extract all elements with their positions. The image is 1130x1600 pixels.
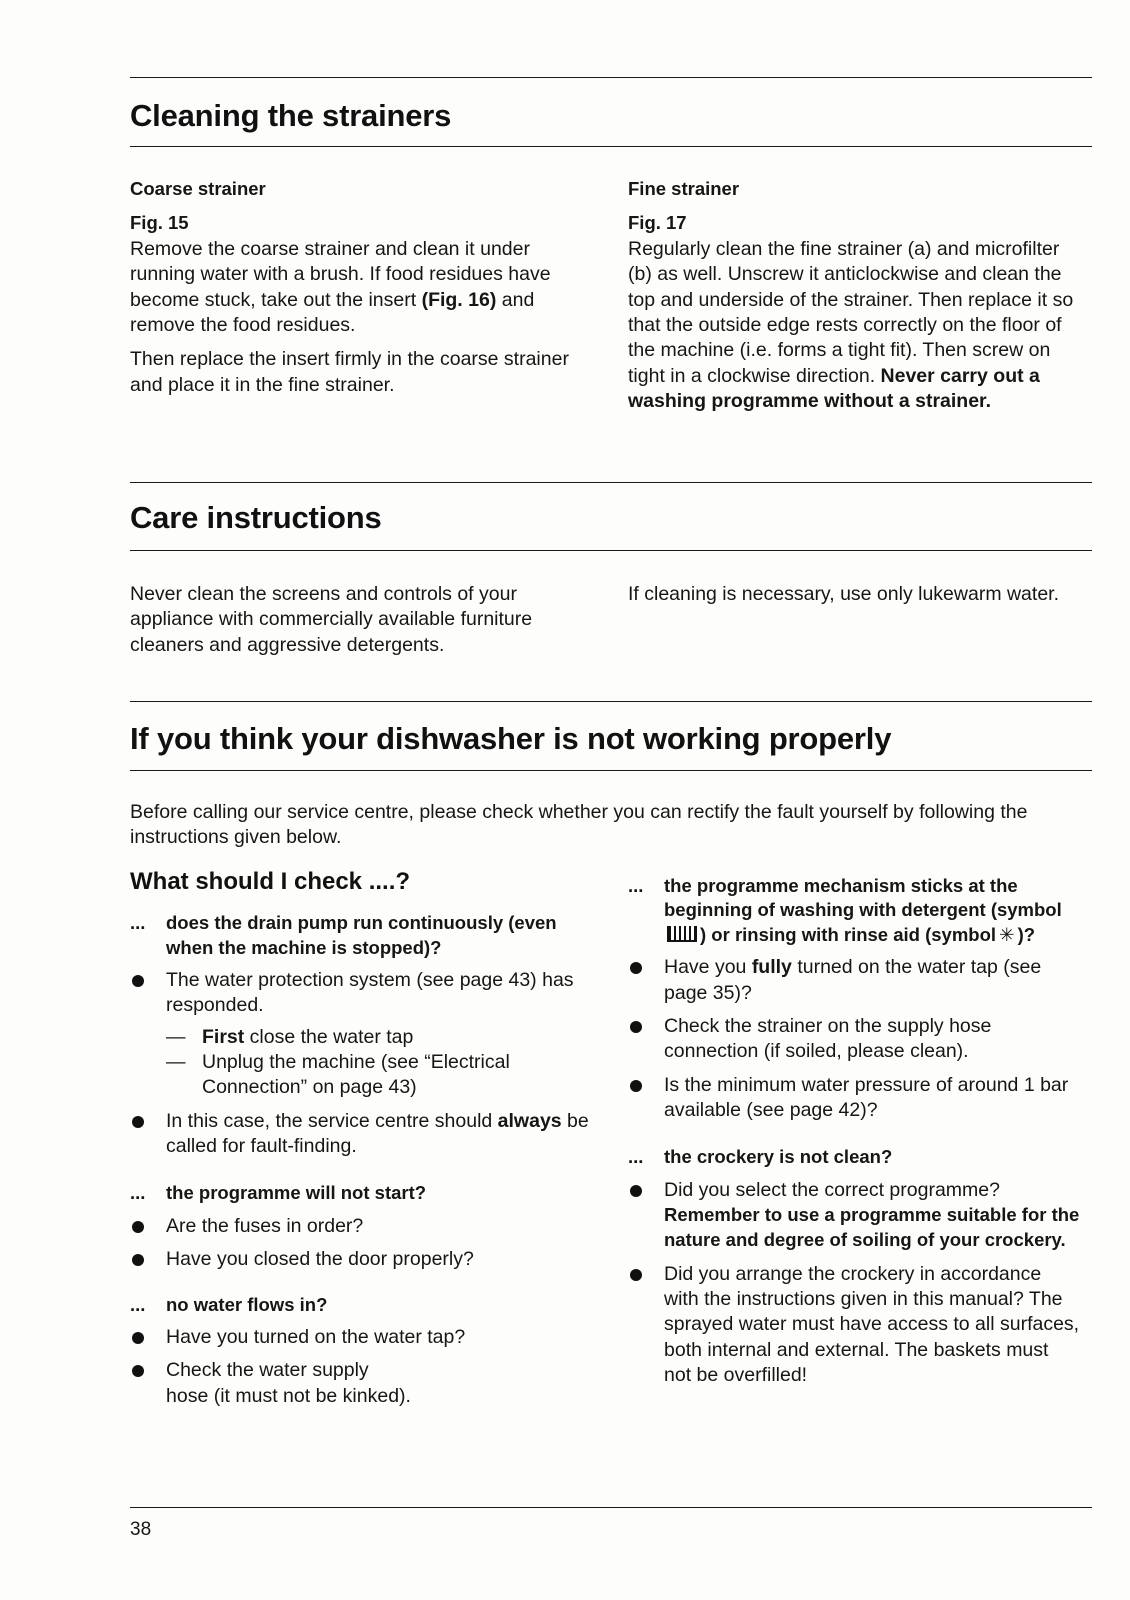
list-item-text: turned on the water tap (see page 35)? bbox=[664, 956, 1042, 1004]
list-item-text: In this case, the service centre should bbox=[166, 1109, 498, 1132]
section-title-troubleshooting: If you think your dishwasher is not working properly bbox=[130, 721, 892, 756]
dash-item-bold: First bbox=[202, 1025, 245, 1048]
question-drain-pump bbox=[130, 911, 590, 960]
question-text: the crockery is not clean? bbox=[664, 1146, 893, 1168]
list-item bbox=[130, 1214, 590, 1239]
coarse-strainer-heading: Coarse strainer bbox=[130, 178, 266, 199]
bullet-icon bbox=[630, 1185, 642, 1197]
dash-item-text: close the water tap bbox=[244, 1025, 414, 1048]
detergent-symbol-icon bbox=[667, 926, 697, 942]
care-top-rule bbox=[130, 482, 1092, 483]
top-rule bbox=[130, 77, 1092, 78]
list-item bbox=[628, 1073, 1080, 1124]
what-should-i-check-heading: What should I check ....? bbox=[130, 868, 411, 895]
list-item-text: Have you closed the door properly? bbox=[166, 1248, 474, 1271]
question-dots: ... bbox=[130, 912, 146, 934]
care-left-text: Never clean the screens and controls of your appliance with commercially available furniture cleaners and aggressive detergents. bbox=[130, 583, 533, 656]
coarse-strainer-column bbox=[130, 177, 600, 407]
fig-17-label: Fig. 17 bbox=[628, 212, 687, 234]
dash-item bbox=[166, 1025, 590, 1050]
bullet-icon bbox=[132, 1254, 144, 1266]
check-right-column bbox=[628, 874, 1080, 1388]
bullet-icon bbox=[132, 1116, 144, 1128]
fig-15-label: Fig. 15 bbox=[130, 212, 189, 234]
list-item-text: Did you arrange the crockery in accordance with the instructions given in this manual? The sprayed water must have access to all surfaces, both internal and external. The baskets must not be overfilled! bbox=[664, 1262, 1080, 1387]
question-programme-not-start bbox=[130, 1181, 590, 1205]
troubleshooting-title-rule bbox=[130, 770, 1092, 771]
list-item bbox=[628, 1262, 1080, 1389]
question-text: the programme mechanism sticks at the beginning of washing with detergent (symbol bbox=[664, 875, 1062, 921]
fine-warning: Never carry out a washing programme without a strainer. bbox=[628, 364, 1040, 413]
rinse-aid-symbol-icon: ✳ bbox=[999, 923, 1015, 945]
question-dots: ... bbox=[628, 1146, 644, 1168]
care-title-rule bbox=[130, 550, 1092, 551]
bullet-icon bbox=[132, 1332, 144, 1344]
list-item-text: Check the strainer on the supply hose connection (if soiled, please clean). bbox=[664, 1014, 992, 1063]
list-item bbox=[130, 1109, 590, 1160]
list-item-text: Have you turned on the water tap? bbox=[166, 1325, 466, 1348]
list-item bbox=[628, 955, 1080, 1006]
list-item bbox=[130, 968, 590, 1019]
fine-strainer-paragraph bbox=[628, 237, 1083, 414]
list-item bbox=[130, 1325, 590, 1350]
section-title-rule bbox=[130, 146, 1092, 147]
question-drain-pump-text: does the drain pump run continuously (even when the machine is stopped)? bbox=[166, 912, 557, 958]
list-item-text: Is the minimum water pressure of around 1 bar available (see page 42)? bbox=[664, 1073, 1069, 1121]
dash-icon: — bbox=[166, 1025, 186, 1048]
coarse-text-1: Remove the coarse strainer and clean it under running water with a brush. If food residues have become stuck, take out the insert bbox=[130, 238, 551, 311]
footer-rule bbox=[130, 1507, 1092, 1508]
question-dots: ... bbox=[130, 1293, 146, 1315]
question-dots: ... bbox=[130, 1182, 146, 1204]
list-item-text: The water protection system (see page 43) has responded. bbox=[166, 969, 574, 1017]
fig-16-ref: (Fig. 16) bbox=[421, 288, 497, 311]
dash-item-text: Unplug the machine (see “Electrical Connection” on page 43) bbox=[202, 1051, 510, 1099]
section-title-care-instructions: Care instructions bbox=[130, 500, 382, 535]
dash-icon: — bbox=[166, 1051, 186, 1074]
bullet-icon bbox=[630, 962, 642, 974]
question-dots: ... bbox=[628, 875, 644, 896]
list-item-bold: Remember to use a programme suitable for the nature and degree of soiling of your crockery. bbox=[664, 1204, 1080, 1251]
question-text: no water flows in? bbox=[166, 1293, 328, 1315]
question-text: ) or rinsing with rinse aid (symbol bbox=[700, 923, 997, 945]
dash-item bbox=[166, 1050, 590, 1101]
list-item-bold: always bbox=[497, 1109, 562, 1132]
coarse-strainer-paragraph-1 bbox=[130, 237, 600, 338]
bullet-icon bbox=[132, 975, 144, 987]
list-item bbox=[628, 1178, 1080, 1254]
care-right-text: If cleaning is necessary, use only lukewarm water. bbox=[628, 583, 1059, 605]
bullet-icon bbox=[630, 1269, 642, 1281]
bullet-icon bbox=[630, 1021, 642, 1033]
troubleshooting-intro: Before calling our service centre, please check whether you can rectify the fault yourself by following the instructions given below. bbox=[130, 801, 1028, 849]
list-item-text: Are the fuses in order? bbox=[166, 1214, 364, 1237]
fine-strainer-column bbox=[628, 177, 1083, 415]
fine-text: Regularly clean the fine strainer (a) and microfilter (b) as well. Unscrew it anticlockwise and clean the top and underside of the strainer. Then replace it so that the outside edge rests correctly on the floor of the machine (i.e. forms a tight fit). Then screw on tight in a clockwise direction. bbox=[628, 238, 1074, 387]
page-number: 38 bbox=[130, 1519, 152, 1540]
bullet-icon bbox=[630, 1080, 642, 1092]
bullet-icon bbox=[132, 1221, 144, 1233]
list-item-text: Check the water supply hose (it must not be kinked). bbox=[166, 1359, 411, 1407]
question-text: )? bbox=[1017, 923, 1036, 945]
list-item bbox=[130, 1247, 590, 1272]
troubleshooting-top-rule bbox=[130, 701, 1092, 702]
list-item-bold: fully bbox=[751, 956, 792, 979]
bullet-icon bbox=[132, 1365, 144, 1377]
fine-strainer-heading: Fine strainer bbox=[628, 178, 740, 199]
question-crockery-not-clean bbox=[628, 1145, 1080, 1169]
question-programme-sticks bbox=[628, 874, 1080, 947]
check-left-column bbox=[130, 866, 590, 1409]
section-title-cleaning-strainers: Cleaning the strainers bbox=[130, 98, 452, 133]
list-item-text: Have you bbox=[664, 956, 752, 979]
list-item-text: be called for fault-finding. bbox=[166, 1109, 589, 1158]
coarse-strainer-paragraph-2: Then replace the insert firmly in the coarse strainer and place it in the fine strainer. bbox=[130, 348, 569, 396]
question-no-water bbox=[130, 1293, 590, 1317]
list-item bbox=[628, 1014, 1080, 1065]
list-item bbox=[130, 1358, 590, 1409]
question-text: the programme will not start? bbox=[166, 1182, 427, 1204]
list-item-text: Did you select the correct programme? bbox=[664, 1178, 1000, 1201]
coarse-text-2: and remove the food residues. bbox=[130, 288, 535, 337]
